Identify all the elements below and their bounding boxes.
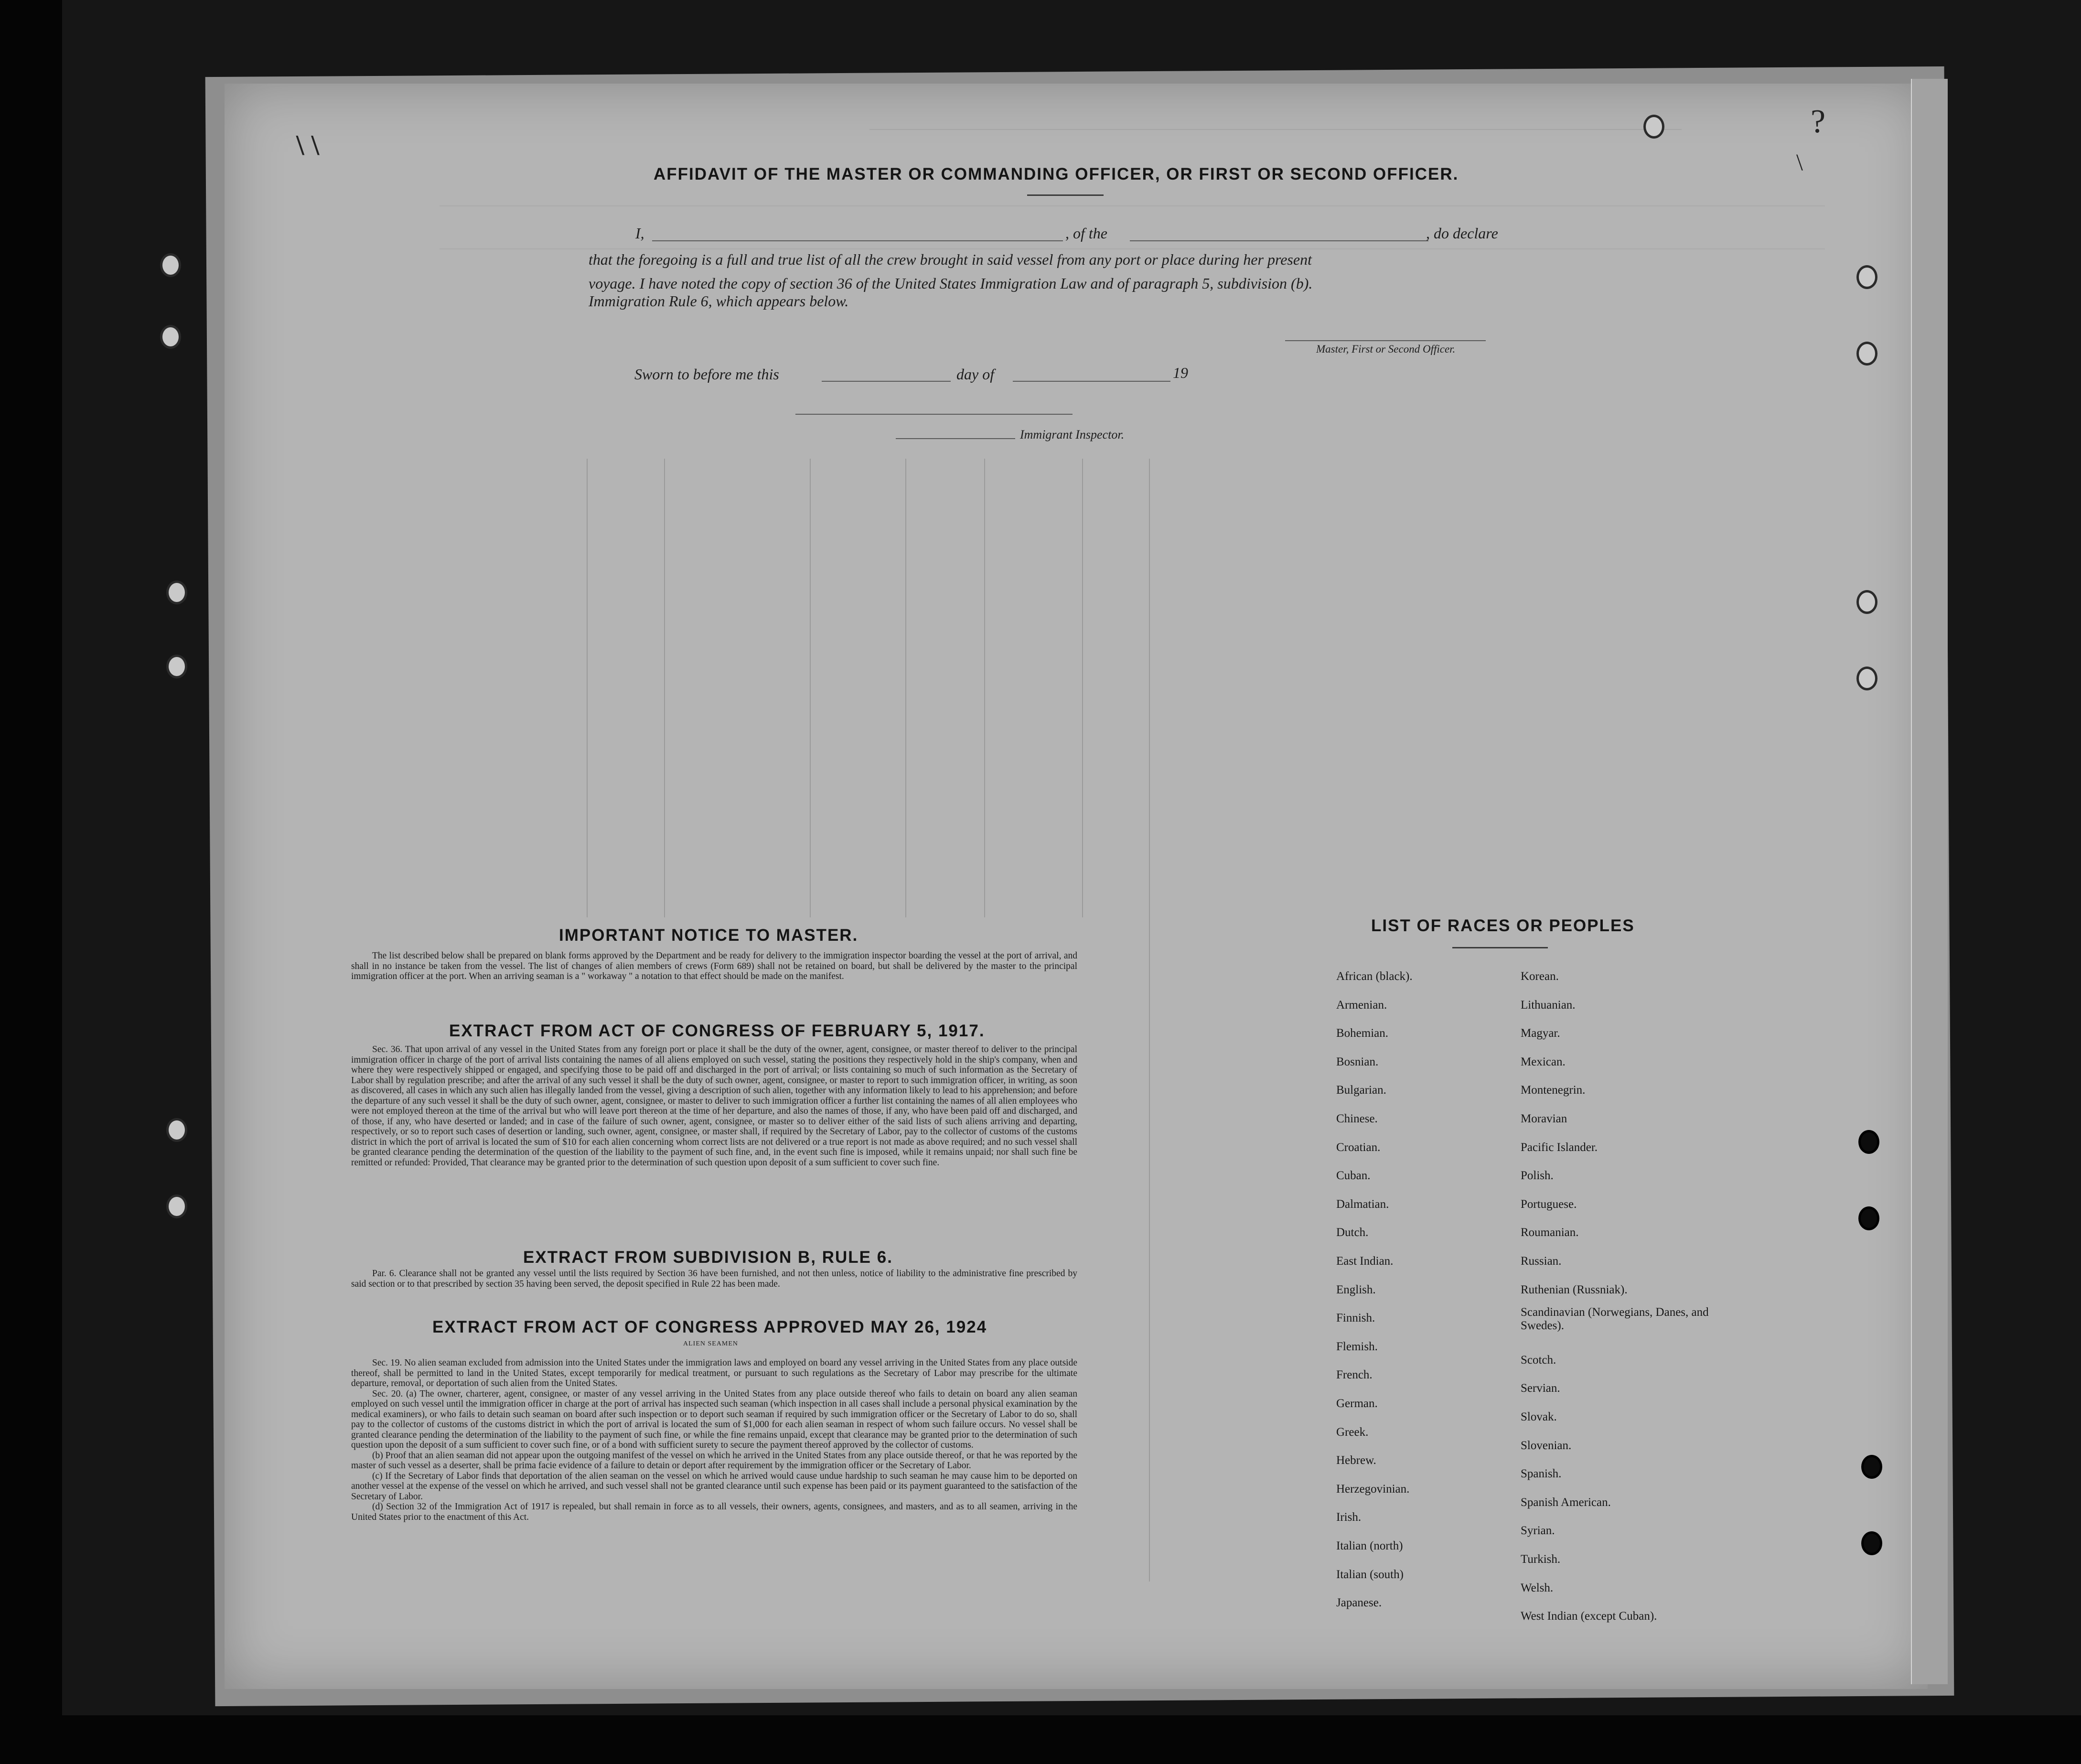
race-item: Roumanian. bbox=[1521, 1226, 1579, 1239]
race-item: Korean. bbox=[1521, 970, 1559, 983]
race-item: German. bbox=[1336, 1397, 1378, 1410]
year-prefix: 19 bbox=[1173, 364, 1188, 381]
race-item: Italian (south) bbox=[1336, 1568, 1404, 1581]
day-of-label: day of bbox=[956, 366, 995, 383]
column-line bbox=[810, 459, 811, 917]
master-signature-line bbox=[1285, 340, 1486, 341]
sworn-day-blank bbox=[822, 381, 951, 382]
bleed-rule bbox=[440, 248, 1825, 249]
race-item: Irish. bbox=[1336, 1511, 1362, 1524]
extract-1917-title: EXTRACT FROM ACT OF CONGRESS OF FEBRUARY 5, 1917. bbox=[449, 1022, 985, 1040]
race-item: Armenian. bbox=[1336, 998, 1387, 1011]
notice-title: IMPORTANT NOTICE TO MASTER. bbox=[559, 926, 858, 945]
binder-hole bbox=[1856, 667, 1877, 690]
affidavit-line4: Immigration Rule 6, which appears below. bbox=[589, 292, 849, 310]
affidavit-title: AFFIDAVIT OF THE MASTER OR COMMANDING OFFICER, OR FIRST OR SECOND OFFICER. bbox=[654, 165, 1459, 183]
affidavit-line2: that the foregoing is a full and true list of all the crew brought in said vessel from any port or place during her present bbox=[589, 251, 1312, 268]
race-item: Pacific Islander. bbox=[1521, 1140, 1598, 1154]
binder-hole bbox=[166, 1118, 187, 1142]
alien-seamen-subtitle: ALIEN SEAMEN bbox=[683, 1340, 739, 1347]
extract-1917-text bbox=[351, 1044, 1077, 1168]
race-item: Slovak. bbox=[1521, 1410, 1557, 1423]
extract-1924-text bbox=[351, 1358, 1077, 1522]
race-item: English. bbox=[1336, 1283, 1376, 1296]
race-item: Dalmatian. bbox=[1336, 1197, 1389, 1211]
sworn-month-blank bbox=[1013, 381, 1170, 382]
race-item: Hebrew. bbox=[1336, 1454, 1376, 1467]
race-item: Bosnian. bbox=[1336, 1055, 1379, 1068]
paragraph-6: Par. 6. Clearance shall not be granted any vessel until the lists required by Section 36 have been furnished, and not then unless, notice of liability to the administrative fine prescribed by said section or to that prescribed by section 35 having been served, the deposit specified in Rule 22 has been made. bbox=[351, 1269, 1077, 1289]
race-item: Spanish American. bbox=[1521, 1495, 1611, 1509]
race-item: Spanish. bbox=[1521, 1467, 1562, 1481]
race-item: Welsh. bbox=[1521, 1581, 1554, 1594]
race-item: West Indian (except Cuban). bbox=[1521, 1610, 1657, 1623]
race-item: Herzegovinian. bbox=[1336, 1482, 1410, 1495]
sec-20c-paragraph: (c) If the Secretary of Labor finds that deportation of the alien seaman on the vessel on which he arrived would cause undue hardship to such seaman he may cause him to be deported on another vessel at the expense of the vessel on which he arrived, and such vessel shall not be granted clearance until such expense has been paid or its payment guaranteed to the satisfaction of the Secretary of Labor. bbox=[351, 1471, 1077, 1502]
column-line bbox=[905, 459, 906, 917]
column-line bbox=[1082, 459, 1083, 917]
race-item: Chinese. bbox=[1336, 1112, 1378, 1125]
affidavit-title-rule bbox=[1027, 194, 1104, 196]
binder-hole bbox=[160, 325, 181, 349]
race-item: Japanese. bbox=[1336, 1596, 1382, 1610]
binder-hole bbox=[1856, 590, 1877, 614]
binder-hole bbox=[1643, 115, 1664, 139]
sec-20d-paragraph: (d) Section 32 of the Immigration Act of 1917 is repealed, but shall remain in force as to all vessels, their owners, agents, consignees, and masters, and as to all seamen, arriving in the United States prior to the enactment of this Act. bbox=[351, 1502, 1077, 1522]
race-item: Lithuanian. bbox=[1521, 998, 1576, 1011]
sec-20b-paragraph: (b) Proof that an alien seaman did not appear upon the outgoing manifest of the vessel on which he arrived in the United States from any place outside thereof, or that he was reported by the master of such vessel as a deserter, shall be prima facie evidence of a failure to detain or deport after requirement by the immigration officer or the Secretary of Labor. bbox=[351, 1450, 1077, 1471]
race-item: Moravian bbox=[1521, 1112, 1567, 1125]
race-item: French. bbox=[1336, 1368, 1373, 1382]
binder-hole bbox=[166, 655, 187, 678]
stray-mark: \ \ bbox=[296, 129, 320, 161]
race-item: African (black). bbox=[1336, 970, 1413, 983]
race-item: Ruthenian (Russniak). bbox=[1521, 1283, 1628, 1296]
race-item: Bulgarian. bbox=[1336, 1084, 1386, 1097]
stray-mark: ? bbox=[1811, 103, 1826, 140]
binder-hole bbox=[1858, 1206, 1879, 1230]
race-item: Russian. bbox=[1521, 1255, 1562, 1268]
binder-hole bbox=[160, 253, 181, 277]
inspector-upper-line bbox=[795, 414, 1073, 415]
race-item: Scandinavian (Norwegians, Danes, and Swedes). bbox=[1521, 1306, 1709, 1333]
notice-paragraph: The list described below shall be prepared on blank forms approved by the Department and be ready for delivery to the immigration inspector boarding the vessel at the port of arrival, and shall in no instance be taken from the vessel. The list of changes of alien members of crews (Form 689) shall not be retained on board, but shall be delivered by the master to the principal immigration officer at the port. When an arriving seaman is a " workaway " a notation to that effect should be made on the manifest. bbox=[351, 951, 1077, 981]
race-item: Dutch. bbox=[1336, 1226, 1369, 1239]
race-item: Scotch. bbox=[1521, 1353, 1556, 1366]
race-item: Polish. bbox=[1521, 1169, 1554, 1183]
extract-1924-title: EXTRACT FROM ACT OF CONGRESS APPROVED MAY 26, 1924 bbox=[432, 1318, 987, 1336]
race-item: Italian (north) bbox=[1336, 1539, 1403, 1552]
affidavit-line3: voyage. I have noted the copy of section 36 of the United States Immigration Law and of paragraph 5, subdivision (b). bbox=[589, 275, 1313, 292]
bleed-rule bbox=[440, 205, 1825, 206]
right-page-edge bbox=[1911, 79, 1948, 1684]
column-line bbox=[587, 459, 588, 917]
affidavit-i: I, bbox=[635, 225, 644, 242]
column-line bbox=[1149, 459, 1150, 1581]
race-item: East Indian. bbox=[1336, 1255, 1394, 1268]
race-item: Croatian. bbox=[1336, 1140, 1381, 1154]
race-item: Slovenian. bbox=[1521, 1439, 1572, 1452]
race-item: Finnish. bbox=[1336, 1312, 1375, 1325]
binder-hole bbox=[1861, 1455, 1882, 1479]
sworn-label: Sworn to before me this bbox=[634, 366, 779, 383]
inspector-label: Immigrant Inspector. bbox=[1020, 428, 1125, 441]
left-dark-margin bbox=[0, 0, 62, 1764]
race-item: Magyar. bbox=[1521, 1027, 1560, 1040]
binder-hole bbox=[1858, 1130, 1879, 1154]
binder-hole bbox=[166, 581, 187, 604]
race-item: Servian. bbox=[1521, 1382, 1560, 1395]
vessel-blank-line bbox=[1130, 240, 1428, 241]
column-line bbox=[984, 459, 985, 917]
notice-text bbox=[351, 951, 1077, 982]
race-item: Mexican. bbox=[1521, 1055, 1566, 1068]
race-item: Syrian. bbox=[1521, 1524, 1555, 1538]
race-item: Turkish. bbox=[1521, 1553, 1561, 1566]
column-line bbox=[664, 459, 665, 917]
binder-hole bbox=[166, 1194, 187, 1218]
binder-hole bbox=[1856, 342, 1877, 366]
race-item: Cuban. bbox=[1336, 1169, 1371, 1183]
stray-mark: \ bbox=[1796, 149, 1803, 175]
extract-rule6-title: EXTRACT FROM SUBDIVISION B, RULE 6. bbox=[523, 1248, 893, 1267]
affidavit-do-declare: , do declare bbox=[1426, 225, 1498, 242]
inspector-signature-line bbox=[896, 438, 1015, 439]
race-item: Montenegrin. bbox=[1521, 1084, 1586, 1097]
race-item: Portuguese. bbox=[1521, 1197, 1577, 1211]
bleed-rule bbox=[869, 129, 1682, 130]
bottom-dark-margin bbox=[0, 1715, 2081, 1764]
sec-19-paragraph: Sec. 19. No alien seaman excluded from admission into the United States under the immigration laws and employed on board any vessel arriving in the United States from any place outside thereof, shall be permitted to land in the United States, except temporarily for medical treatment, or pursuant to such regulations as the Secretary of Labor may prescribe for the ultimate departure, removal, or deportation of such alien from the United States. bbox=[351, 1358, 1077, 1388]
master-signature-label: Master, First or Second Officer. bbox=[1316, 343, 1456, 355]
races-title: LIST OF RACES OR PEOPLES bbox=[1371, 916, 1635, 935]
name-blank-line bbox=[652, 240, 1063, 241]
section-36-paragraph: Sec. 36. That upon arrival of any vessel in the United States from any foreign port or place it shall be the duty of the owner, agent, consignee, or master thereof to deliver to the principal immigration officer in charge of the port of arrival lists containing the names of all aliens employed on such vessel, stating the positions they respectively hold in the ship's company, when and where they were respectively shipped or engaged, and specifying those to be paid off and discharged in the port of arrival; or lists containing so much of such information as the Secretary of Labor shall by regulation prescribe; and after the arrival of any such vessel it shall be the duty of such owner, agent, consignee, or master to report to such immigration officer, in writing, as soon as discovered, all cases in which any such alien has illegally landed from the vessel, giving a description of such alien, together with any information likely to lead to his apprehension; and before the departure of any such vessel it shall be the duty of such owner, agent, consignee, or master to deliver to such immigration officer a further list containing the names of all alien employees who were not employed thereon at the time of the arrival but who will leave port thereon at the time of her departure, and also the names of those, if any, who have been paid off and discharged, and of those, if any, who have deserted or landed; and in case of the failure of such owner, agent, consignee, or master so to deliver either of the said lists of such aliens arriving and departing, respectively, or so to report such cases of desertion or landing, such owner, agent, consignee, or master shall, if required by the Secretary of Labor, pay to the collector of customs of the customs district in which the port of arrival is located the sum of $10 for each alien concerning whom correct lists are not delivered or a true report is not made as above required; and no such vessel shall be granted clearance pending the determination of the question of the liability to the payment of such fine, and, in the event such fine is imposed, while it remains unpaid; nor shall such fine be remitted or refunded: Provided, That clearance may be granted prior to the determination of such question upon deposit of a sum sufficient to cover such fine. bbox=[351, 1044, 1077, 1168]
binder-hole bbox=[1861, 1531, 1882, 1555]
race-item: Flemish. bbox=[1336, 1340, 1378, 1353]
extract-rule6-text bbox=[351, 1269, 1077, 1289]
race-item: Bohemian. bbox=[1336, 1027, 1389, 1040]
race-item: Greek. bbox=[1336, 1425, 1369, 1439]
sec-20a-paragraph: Sec. 20. (a) The owner, charterer, agent, consignee, or master of any vessel arriving in the United States from any place outside thereof who fails to detain on board any alien seaman employed on such vessel until the immigration officer in charge at the port of arrival has inspected such seaman (which inspection in all cases shall include a personal physical examination by the medical examiners), or who fails to detain such seaman on board after such inspection or to deport such seaman if required by such immigration officer or the Secretary of Labor to do so, shall pay to the collector of customs of the customs district in which the port of arrival is located the sum of $1,000 for each alien seaman in respect of whom such failure occurs. No vessel shall be granted clearance pending the determination of the liability to the payment of such fine, or while the fine remains unpaid, except that clearance may be granted prior to the determination of such question upon the deposit of a sum sufficient to cover such fine, or of a bond with sufficient surety to secure the payment thereof approved by the collector of customs. bbox=[351, 1388, 1077, 1450]
binder-hole bbox=[1856, 265, 1877, 289]
races-title-rule bbox=[1452, 947, 1548, 948]
affidavit-of-the: , of the bbox=[1065, 225, 1107, 242]
